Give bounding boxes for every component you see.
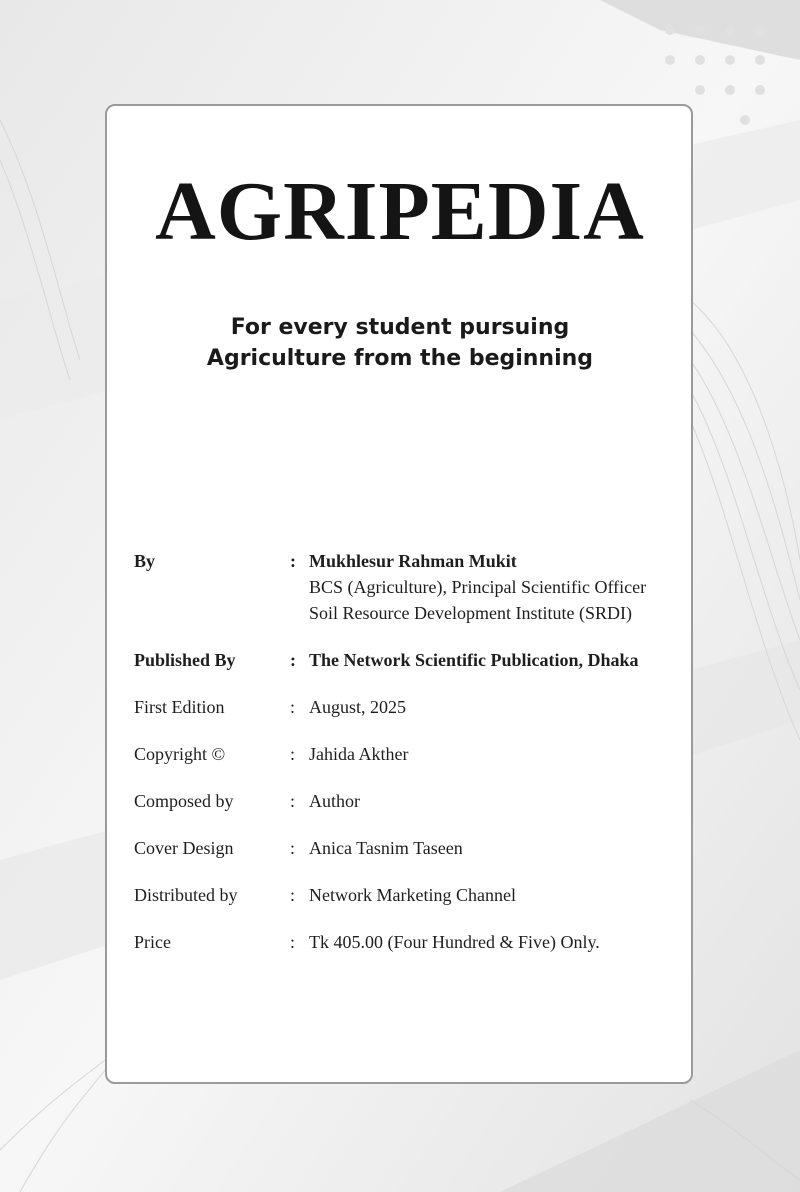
detail-colon: : — [290, 650, 296, 670]
detail-value: August, 2025 — [309, 697, 407, 717]
detail-label: Published By — [134, 650, 236, 670]
detail-label: By — [134, 551, 156, 571]
book-title: AGRIPEDIA — [155, 165, 645, 258]
detail-label: Distributed by — [134, 885, 238, 905]
detail-colon: : — [290, 697, 296, 717]
detail-value: Anica Tasnim Taseen — [309, 838, 463, 858]
detail-row-edition — [134, 694, 694, 720]
detail-colon: : — [290, 744, 296, 764]
publisher-name: The Network Scientific Publication, Dhaka — [309, 650, 639, 670]
detail-colon: : — [290, 838, 296, 858]
book-subtitle — [0, 312, 800, 374]
detail-label: Price — [134, 932, 171, 952]
detail-colon: : — [290, 885, 296, 905]
detail-value — [309, 647, 694, 673]
detail-value: Author — [309, 791, 360, 811]
author-name: Mukhlesur Rahman Mukit — [309, 551, 517, 571]
detail-label: Cover Design — [134, 838, 234, 858]
detail-label: Composed by — [134, 791, 234, 811]
detail-value: Network Marketing Channel — [309, 885, 516, 905]
detail-row-copyright — [134, 741, 694, 767]
detail-row-publisher — [134, 647, 694, 673]
detail-row-author — [134, 548, 694, 626]
detail-row-cover-design — [134, 835, 694, 861]
detail-row-price — [134, 929, 694, 955]
author-designation: BCS (Agriculture), Principal Scientific Officer — [309, 577, 647, 597]
publication-details — [134, 548, 694, 976]
detail-colon: : — [290, 932, 296, 952]
detail-value: Jahida Akther — [309, 744, 409, 764]
author-institute: Soil Resource Development Institute (SRDI) — [309, 603, 632, 623]
detail-colon: : — [290, 791, 296, 811]
subtitle-line-1: For every student pursuing — [230, 315, 570, 340]
detail-row-distributor — [134, 882, 694, 908]
detail-colon: : — [290, 551, 296, 571]
detail-label: First Edition — [134, 697, 225, 717]
detail-label: Copyright © — [134, 744, 226, 764]
subtitle-line-2: Agriculture from the beginning — [206, 346, 594, 371]
detail-value — [309, 548, 694, 626]
detail-value: Tk 405.00 (Four Hundred & Five) Only. — [309, 932, 600, 952]
detail-row-composed — [134, 788, 694, 814]
